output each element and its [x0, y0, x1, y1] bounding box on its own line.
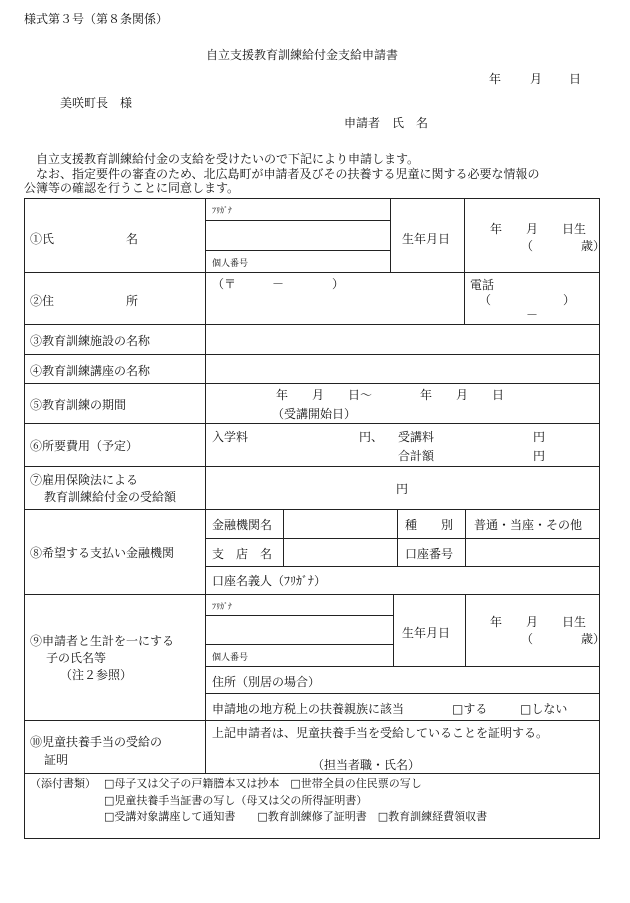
phone-dash: － — [526, 308, 539, 322]
dependent-label-2: 子の氏名等 — [46, 651, 107, 665]
intro-line-2: なお、指定要件の審査のため、北広島町が申請者及びその扶養する児童に関する必要な情報の — [36, 167, 540, 181]
attachments-label: （添付書類） — [30, 777, 96, 790]
row-divider — [24, 383, 600, 384]
dependent-label-1: ⑨申請者と生計を一にする — [30, 634, 175, 648]
cell-divider — [283, 509, 284, 566]
dob-value: 年 月 日生 — [490, 222, 587, 236]
row-divider — [24, 466, 600, 467]
form-title: 自立支援教育訓練給付金支給申請書 — [206, 48, 399, 62]
employment-insurance-label-1: ⑦雇用保険法による — [30, 473, 139, 487]
date-day: 日 — [569, 72, 582, 86]
row-divider — [24, 272, 600, 273]
child-age-value: （ 歳） — [521, 632, 606, 646]
child-dob-label: 生年月日 — [402, 626, 451, 640]
tuition-yen: 円 — [533, 430, 546, 444]
branch-name-label: 支 店 名 — [212, 547, 273, 561]
benefit-yen: 円 — [396, 482, 409, 496]
row-divider — [24, 354, 600, 355]
addressee: 美咲町長 様 — [60, 96, 133, 110]
cell-divider — [205, 538, 600, 539]
child-furigana-label: ﾌﾘｶﾞﾅ — [212, 602, 232, 611]
cell-divider — [205, 644, 393, 645]
cell-divider — [205, 693, 600, 694]
phone-label: 電話 — [470, 278, 495, 292]
column-divider — [205, 198, 206, 773]
row-divider — [24, 509, 600, 510]
cell-divider — [205, 566, 600, 567]
row-divider — [24, 324, 600, 325]
course-name-label: ④教育訓練講座の名称 — [30, 364, 151, 378]
tax-dependent-no[interactable]: □しない — [520, 702, 568, 716]
address-label: ②住 所 — [30, 294, 139, 308]
child-allowance-label-1: ⑩児童扶養手当の受給の — [30, 735, 163, 749]
training-period: 年 月 日～ 年 月 日 — [276, 388, 505, 402]
row-divider — [24, 720, 600, 721]
cost-label: ⑥所要費用（予定） — [30, 439, 139, 453]
start-date-note: （受講開始日） — [272, 407, 357, 421]
account-number-label: 口座番号 — [405, 547, 454, 561]
intro-line-1: 自立支援教育訓練給付金の支給を受けたいので下記により申請します。 — [36, 152, 420, 166]
child-my-number-label: 個人番号 — [212, 653, 249, 663]
postal-code: （〒 － ） — [212, 277, 345, 291]
cell-divider — [205, 220, 390, 221]
admission-fee-label: 入学料 — [212, 430, 249, 444]
child-allowance-label-2: 証明 — [44, 753, 69, 767]
training-period-label: ⑤教育訓練の期間 — [30, 398, 127, 412]
employment-insurance-label-2: 教育訓練給付金の受給額 — [44, 490, 177, 504]
bank-section-label: ⑧希望する支払い金融機関 — [30, 546, 175, 560]
date-month: 月 — [530, 72, 543, 86]
separate-address-label: 住所（別居の場合） — [212, 675, 321, 689]
cell-divider — [205, 445, 600, 446]
cell-divider — [205, 250, 390, 251]
dob-label: 生年月日 — [402, 232, 451, 246]
cell-divider — [390, 198, 391, 272]
cell-divider — [464, 198, 465, 272]
bank-name-label: 金融機関名 — [212, 518, 273, 532]
total-label: 合計額 — [398, 449, 435, 463]
attachment-line-3: □受講対象講座して通知書 □教育訓練修了証明書 □教育訓練経費領収書 — [104, 810, 488, 823]
name-label: ①氏 名 — [30, 232, 139, 246]
cell-divider — [205, 615, 393, 616]
cell-divider — [205, 666, 600, 667]
row-divider — [24, 594, 600, 595]
furigana-label: ﾌﾘｶﾞﾅ — [212, 206, 232, 215]
certification-text: 上記申請者は、児童扶養手当を受給していることを証明する。 — [212, 726, 549, 740]
age-value: （ 歳） — [521, 239, 606, 253]
attachment-line-2: □児童扶養手当証書の写し（母又は父の所得証明書） — [104, 794, 368, 807]
my-number-label: 個人番号 — [212, 259, 249, 269]
admission-yen: 円、 — [359, 430, 384, 444]
tax-dependent-yes[interactable]: □する — [452, 702, 488, 716]
attachment-line-1: □母子又は父子の戸籍謄本又は抄本 □世帯全員の住民票の写し — [104, 777, 422, 790]
account-type-value: 普通・当座・その他 — [474, 518, 583, 532]
tax-dependent-label: 申請地の地方税上の扶養親族に該当 — [212, 702, 405, 716]
phone-paren: （ ） — [479, 293, 576, 307]
cell-divider — [464, 272, 465, 324]
account-type-label: 種 別 — [405, 518, 454, 532]
child-dob-value: 年 月 日生 — [490, 615, 587, 629]
cell-divider — [397, 509, 398, 566]
applicant-name-label: 申請者 氏 名 — [344, 116, 429, 130]
dependent-label-3: （注２参照） — [60, 668, 133, 682]
tuition-label: 受講料 — [398, 430, 435, 444]
account-holder-label: 口座名義人（ﾌﾘｶﾞﾅ） — [212, 574, 327, 588]
cell-divider — [393, 594, 394, 666]
intro-line-3: 公簿等の確認を行うことに同意します。 — [24, 181, 240, 195]
row-divider — [24, 423, 600, 424]
date-year: 年 — [489, 72, 502, 86]
cell-divider — [465, 509, 466, 566]
row-divider — [24, 773, 600, 774]
total-yen: 円 — [533, 449, 546, 463]
staff-name-label: （担当者職・氏名） — [312, 758, 421, 772]
cell-divider — [465, 594, 466, 666]
facility-name-label: ③教育訓練施設の名称 — [30, 334, 151, 348]
form-number: 様式第３号（第８条関係） — [24, 12, 169, 26]
